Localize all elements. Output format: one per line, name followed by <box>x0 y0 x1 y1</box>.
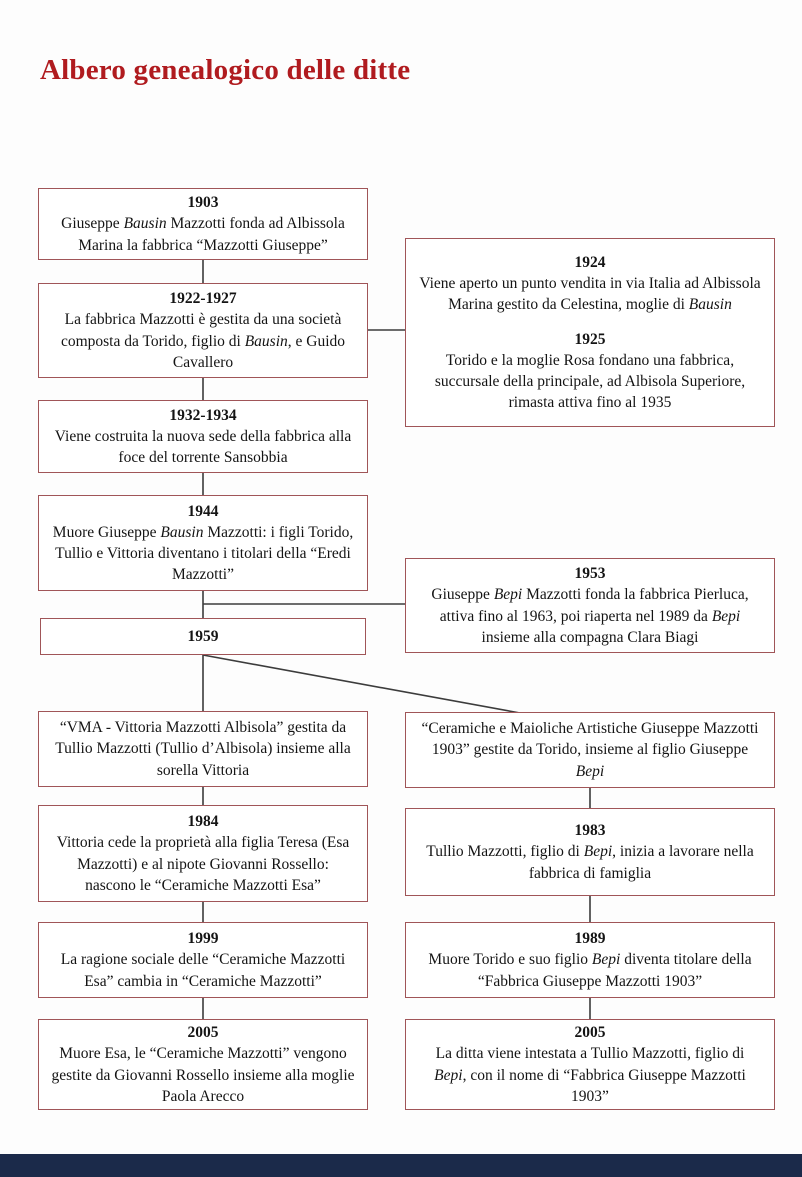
event-text: Giuseppe Bepi Mazzotti fonda la fabbrica Pierluca, attiva fino al 1963, poi riaperta nel 1989 da Bepi insieme alla compagna Clara Biagi <box>431 586 749 646</box>
event-box-2005-right <box>405 1019 775 1110</box>
event-box-1924-1925 <box>405 238 775 427</box>
event-box-1922-1927 <box>38 283 368 378</box>
event-text: Muore Torido e suo figlio Bepi diventa titolare della “Fabbrica Giuseppe Mazzotti 1903” <box>428 951 752 990</box>
event-text: Muore Esa, le “Ceramiche Mazzotti” vengono gestite da Giovanni Rossello insieme alla moglie Paola Arecco <box>51 1045 355 1105</box>
event-box-1953 <box>405 558 775 653</box>
event-date: 1999 <box>187 930 219 948</box>
event-text: La ragione sociale delle “Ceramiche Mazzotti Esa” cambia in “Ceramiche Mazzotti” <box>60 951 346 990</box>
event-box-1944 <box>38 495 368 591</box>
event-text: Viene costruita la nuova sede della fabbrica alla foce del torrente Sansobbia <box>54 427 352 467</box>
event-text: Torido e la moglie Rosa fondano una fabbrica, succursale della principale, ad Albisola Superiore, rimasta attiva fino al 1935 <box>434 352 746 412</box>
event-box-ceramiche-maioliche <box>405 712 775 788</box>
event-text: Tullio Mazzotti, figlio di Bepi, inizia a lavorare nella fabbrica di famiglia <box>426 843 754 882</box>
bottom-bar <box>0 1154 802 1177</box>
event-text: La ditta viene intestata a Tullio Mazzotti, figlio di Bepi, con il nome di “Fabbrica Giuseppe Mazzotti 1903” <box>434 1045 746 1105</box>
event-date: 2005 <box>574 1024 606 1042</box>
event-box-vma <box>38 711 368 787</box>
event-text: Muore Giuseppe Bausin Mazzotti: i figli Torido, Tullio e Vittoria diventano i titolari della “Eredi Mazzotti” <box>52 523 354 584</box>
event-box-1999 <box>38 922 368 998</box>
event-date: 1924 <box>574 253 606 271</box>
event-date: 2005 <box>187 1024 219 1042</box>
event-date: 1932-1934 <box>169 406 237 424</box>
event-text: Giuseppe Bausin Mazzotti fonda ad Albissola Marina la fabbrica “Mazzotti Giuseppe” <box>61 215 345 254</box>
event-date: 1925 <box>574 330 606 348</box>
connector-1959-ceramiche-diagonal <box>203 655 520 713</box>
event-date: 1984 <box>187 813 219 831</box>
event-date: 1989 <box>574 930 606 948</box>
event-text: “VMA - Vittoria Mazzotti Albisola” gestita da Tullio Mazzotti (Tullio d’Albisola) insieme alla sorella Vittoria <box>55 719 351 779</box>
event-text: “Ceramiche e Maioliche Artistiche Giuseppe Mazzotti 1903” gestite da Torido, insieme al figlio Giuseppe Bepi <box>421 720 759 780</box>
event-text: Viene aperto un punto vendita in via Italia ad Albissola Marina gestito da Celestina, moglie di Bausin <box>419 274 761 313</box>
event-box-1983 <box>405 808 775 896</box>
event-box-1932-1934 <box>38 400 368 473</box>
event-date: 1922-1927 <box>169 290 237 308</box>
event-box-1984 <box>38 805 368 902</box>
page-title: Albero genealogico delle ditte <box>40 54 411 86</box>
event-date: 1959 <box>187 627 219 645</box>
event-date: 1983 <box>574 822 606 840</box>
event-box-1989 <box>405 922 775 998</box>
event-date: 1903 <box>187 194 219 212</box>
event-text: La fabbrica Mazzotti è gestita da una società composta da Torido, figlio di Bausin, e Guido Cavallero <box>60 311 346 371</box>
event-box-1959 <box>40 618 366 655</box>
event-text: Vittoria cede la proprietà alla figlia Teresa (Esa Mazzotti) e al nipote Giovanni Rossello: nascono le “Ceramiche Mazzotti Esa” <box>56 834 350 894</box>
event-date: 1953 <box>574 565 606 583</box>
event-box-2005-left <box>38 1019 368 1110</box>
event-box-1903 <box>38 188 368 260</box>
event-date: 1944 <box>187 502 219 520</box>
